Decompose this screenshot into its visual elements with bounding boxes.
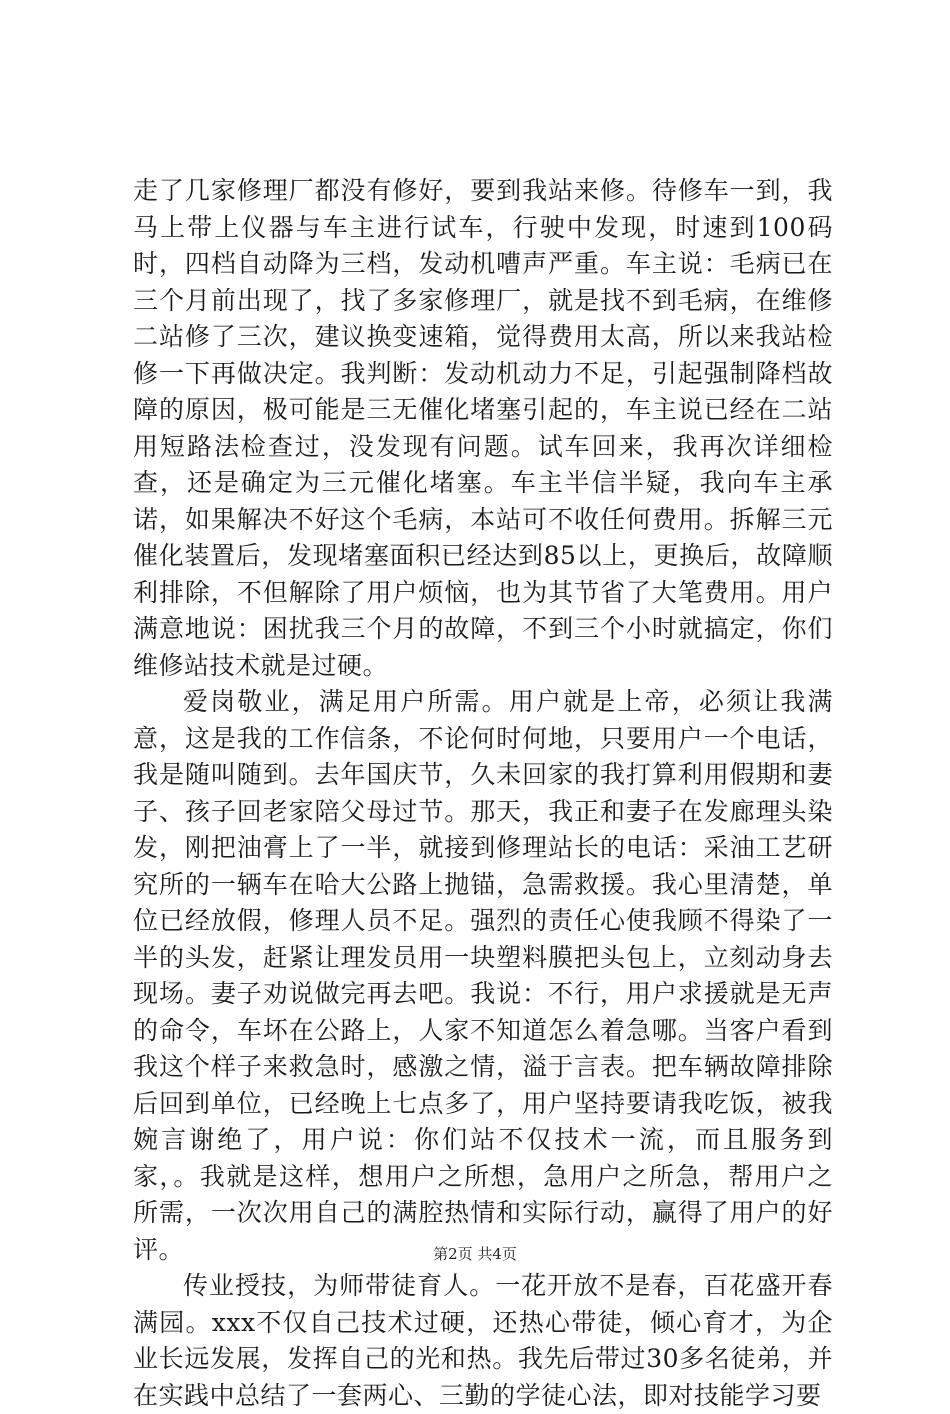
paragraph-dedication: 爱岗敬业，满足用户所需。用户就是上帝，必须让我满意，这是我的工作信条，不论何时何地，只要用户一个电话，我是随叫随到。去年国庆节，久未回家的我打算利用假期和妻子、孩子回老家陪父母过节。那天，我正和妻子在发廊理头染发，刚把油膏上了一半，就接到修理站长的电话：采油工艺研究所的一辆车在哈大公路上抛锚，急需救援。我心里清楚，单位已经放假，修理人员不足。强烈的责任心使我顾不得染了一半的头发，赶紧让理发员用一块塑料膜把头包上，立刻动身去现场。妻子劝说做完再去吧。我说：不行，用户求援就是无声的命令，车坏在公路上，人家不知道怎么着急哪。当客户看到我这个样子来救急时，感激之情，溢于言表。把车辆故障排除后回到单位，已经晚上七点多了，用户坚持要请我吃饭，被我婉言谢绝了，用户说：你们站不仅技术一流，而且服务到家，。我就是这样，想用户之所想，急用户之所急，帮用户之所需，一次次用自己的满腔热情和实际行动，赢得了用户的好评。	[133, 687, 833, 1264]
page-number-footer: 第2页 共4页	[433, 1245, 517, 1263]
document-body	[133, 173, 833, 1414]
paragraph-continuation: 走了几家修理厂都没有修好，要到我站来修。待修车一到，我马上带上仪器与车主进行试车，行驶中发现，时速到100码时，四档自动降为三档，发动机嘈声严重。车主说：毛病已在三个月前出现了，找了多家修理厂，就是找不到毛病，在维修二站修了三次，建议换变速箱，觉得费用太高，所以来我站检修一下再做决定。我判断：发动机动力不足，引起强制降档故障的原因，极可能是三无催化堵塞引起的，车主说已经在二站用短路法检查过，没发现有问题。试车回来，我再次详细检查，还是确定为三元催化堵塞。车主半信半疑，我向车主承诺，如果解决不好这个毛病，本站可不收任何费用。拆解三元催化装置后，发现堵塞面积已经达到85以上，更换后，故障顺利排除，不但解除了用户烦恼，也为其节省了大笔费用。用户满意地说：困扰我三个月的故障，不到三个小时就搞定，你们维修站技术就是过硬。	[133, 176, 833, 680]
paragraph-mentoring: 传业授技，为师带徒育人。一花开放不是春，百花盛开春满园。xxx不仅自己技术过硬，还热心带徒，倾心育才，为企业长远发展，发挥自己的光和热。我先后带过30多名徒弟，并在实践中总结了一套两心、三勤的学徒心法，即对技能学习要	[133, 1271, 833, 1410]
